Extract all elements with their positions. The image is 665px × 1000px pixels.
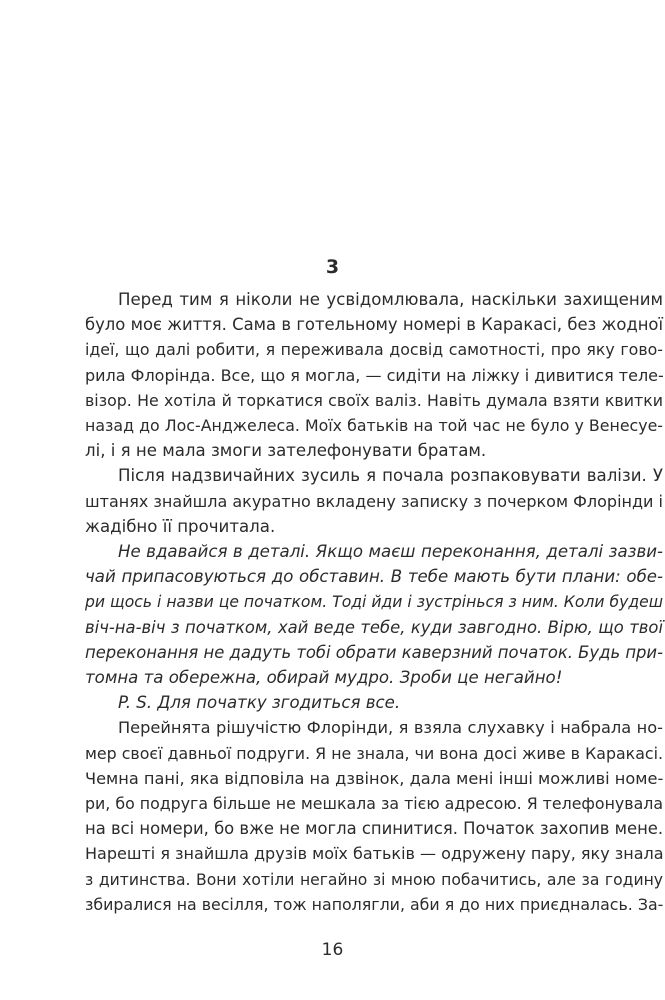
text-line: на всі номери, бо вже не могла спинитися. Початок захопив мене. bbox=[85, 819, 664, 839]
text-line: Перейнята рішучістю Флорінди, я взяла слухавку і набрала но- bbox=[118, 718, 663, 738]
note-postscript: P. S. Для початку згодиться все. bbox=[118, 693, 401, 713]
note-line: ри щось і назви це початком. Тоді йди і зустрінься з ним. Коли будеш bbox=[85, 593, 663, 612]
text-line: Нарешті я знайшла друзів моїх батьків — одружену пару, яку знала bbox=[85, 844, 664, 864]
text-line: назад до Лос-Анджелеса. Моїх батьків на той час не було у Венесуе- bbox=[85, 416, 663, 435]
text-line: Після надзвичайних зусиль я почала розпаковувати валізи. У bbox=[118, 466, 663, 486]
page-number: 16 bbox=[321, 940, 344, 960]
text-line: жадібно її прочитала. bbox=[85, 516, 276, 536]
text-line: ри, бо подруга більше не мешкала за тією адресою. Я телефонувала bbox=[85, 794, 664, 813]
text-line: штанях знайшла акуратно вкладену записку з почерком Флорінди і bbox=[85, 491, 663, 511]
chapter-number: 3 bbox=[325, 256, 340, 278]
note-line: Не вдавайся в деталі. Якщо маєш переконання, деталі зазви- bbox=[118, 542, 663, 561]
text-line: з дитинства. Вони хотіли негайно зі мною побачитись, але за годину bbox=[85, 870, 663, 889]
note-line: чай припасовуються до обставин. В тебе мають бути плани: обе- bbox=[85, 567, 663, 587]
text-line: Перед тим я ніколи не усвідомлювала, наскільки захищеним bbox=[118, 290, 663, 309]
text-line: лі, і я не мала змоги зателефонувати братам. bbox=[85, 441, 487, 461]
note-line: томна та обережна, обирай мудро. Зроби це негайно! bbox=[85, 668, 563, 687]
note-line: віч-на-віч з початком, хай веде тебе, куди завгодно. Вірю, що твої bbox=[85, 617, 663, 637]
note-line: переконання не дадуть тобі обрати каверзний початок. Будь при- bbox=[85, 642, 664, 662]
text-line: візор. Не хотіла й торкатися своїх валіз. Навіть думала взяти квитки bbox=[85, 390, 663, 410]
text-line: було моє життя. Сама в готельному номері в Каракасі, без жодної bbox=[85, 315, 663, 335]
text-line: збиралися на весілля, тож наполягли, аби я до них приєдналась. За- bbox=[85, 894, 664, 914]
text-line: рила Флорінда. Все, що я могла, — сидіти на ліжку і дивитися теле- bbox=[85, 365, 664, 385]
text-line: Чемна пані, яка відповіла на дзвінок, дала мені інші можливі номе- bbox=[85, 768, 664, 788]
text-line: ідеї, що далі робити, я переживала досвід самотності, про яку гово- bbox=[85, 340, 663, 360]
text-line: мер своєї давньої подруги. Я не знала, чи вона досі живе в Каракасі. bbox=[85, 743, 663, 763]
